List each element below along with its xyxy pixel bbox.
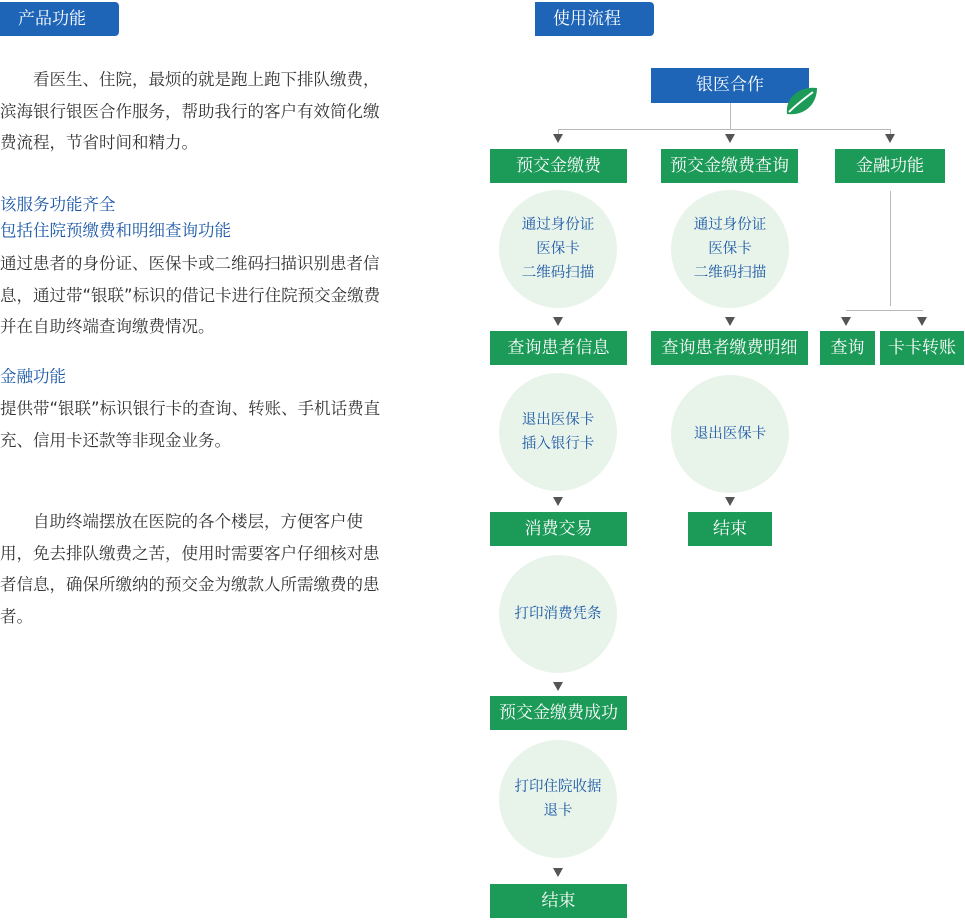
section-title-finance: 金融功能 [0,367,66,386]
arrow-down [725,134,735,143]
flow-root-box: 银医合作 [651,68,809,103]
arrow-down [725,497,735,506]
tab-usage-process[interactable]: 使用流程 [535,2,654,36]
arrow-down [553,134,563,143]
tab-product-features[interactable]: 产品功能 [0,2,119,36]
section-body-finance: 提供带“银联”标识银行卡的查询、转账、手机话费直充、信用卡还款等非现金业务。 [0,399,381,450]
step-prepay-success: 预交金缴费成功 [490,696,627,730]
step-card-transfer: 卡卡转账 [880,331,964,365]
closing-paragraph: 自助终端摆放在医院的各个楼层，方便客户使用，免去排队缴费之苦，使用时需要客户仔细核对患者信息，确保所缴纳的预交金为缴款人所需缴费的患者。 [0,512,380,626]
section-title-includes: 包括住院预缴费和明细查询功能 [0,221,231,240]
arrow-down [553,317,563,326]
arrow-down [725,317,735,326]
section-body-identify: 通过患者的身份证、医保卡或二维码扫描识别患者信息，通过带“银联”标识的借记卡进行住院预交金缴费并在自助终端查询缴费情况。 [0,254,381,336]
step-finance: 金融功能 [835,149,945,183]
step-circle: 退出医保卡 插入银行卡 [499,373,617,491]
step-consume: 消费交易 [490,512,627,546]
connector-line [890,191,891,306]
step-end: 结束 [688,512,772,546]
step-inquiry: 查询 [820,331,875,365]
intro-paragraph: 看医生、住院，最烦的就是跑上跑下排队缴费，滨海银行银医合作服务，帮助我行的客户有效简化缴费流程，节省时间和精力。 [0,70,380,152]
step-query-patient: 查询患者信息 [490,331,627,365]
step-prepay-query: 预交金缴费查询 [661,149,798,183]
step-prepay: 预交金缴费 [490,149,627,183]
arrow-down [553,497,563,506]
step-circle: 打印消费凭条 [499,555,617,673]
arrow-down [841,317,851,326]
step-query-payment-detail: 查询患者缴费明细 [651,331,808,365]
connector-line [558,129,891,130]
step-circle: 通过身份证 医保卡 二维码扫描 [499,190,617,308]
connector-line [730,103,731,129]
arrow-down [885,134,895,143]
leaf-icon [783,84,819,118]
step-circle: 打印住院收据 退卡 [499,740,617,858]
arrow-down [553,682,563,691]
arrow-down [553,868,563,877]
section-title-complete: 该服务功能齐全 [0,195,116,214]
connector-line [846,310,923,311]
step-circle: 退出医保卡 [671,375,789,493]
step-circle: 通过身份证 医保卡 二维码扫描 [671,190,789,308]
arrow-down [917,317,927,326]
step-end: 结束 [490,884,627,918]
